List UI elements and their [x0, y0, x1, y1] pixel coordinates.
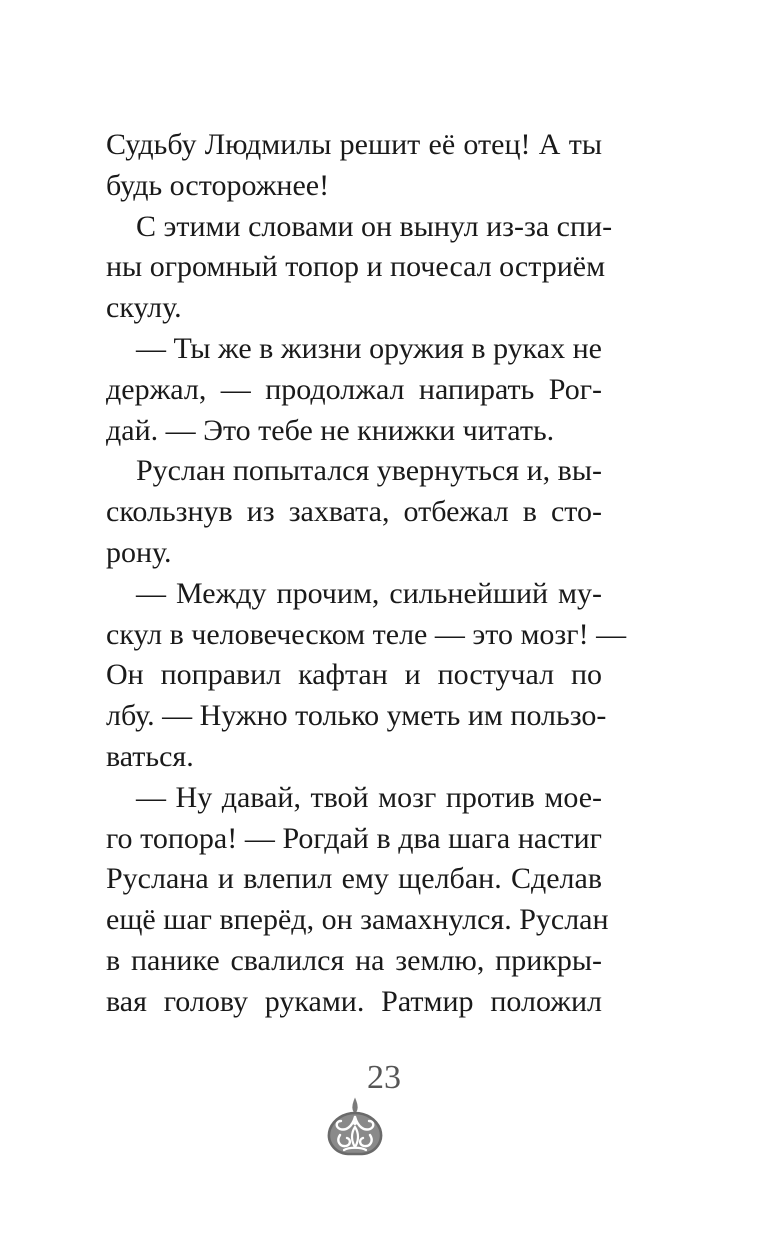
text-line: в панике свалился на землю, прикры-	[106, 943, 602, 977]
text-line: ваться.	[106, 739, 194, 773]
text-line: будь осторожнее!	[106, 168, 330, 202]
text-line: С этими словами он вынул из-за спи-	[136, 209, 613, 243]
text-line: лбу. — Нужно только уметь им пользо-	[106, 699, 607, 733]
text-line: — Между прочим, сильнейший му-	[136, 576, 602, 610]
text-line: рону.	[106, 535, 172, 569]
text-line: скользнув из захвата, отбежал в сто-	[106, 495, 602, 529]
text-line: го топора! — Рогдай в два шага настиг	[106, 821, 602, 855]
text-line: ны огромный топор и почесал остриём	[106, 250, 606, 284]
text-line: — Ну давай, твой мозг против мое-	[136, 780, 602, 814]
page-number: 23	[367, 1059, 401, 1096]
text-line: Он поправил кафтан и постучал по	[106, 658, 602, 692]
text-line: Судьбу Людмилы решит её отец! А ты	[106, 128, 602, 161]
text-line: — Ты же в жизни оружия в руках не	[136, 331, 602, 365]
text-line: скул в человеческом теле — это мозг! —	[106, 617, 627, 651]
floral-ornament-icon	[322, 1097, 388, 1159]
text-line: Руслан попытался увернуться и, вы-	[136, 454, 602, 488]
body-text	[106, 125, 627, 1023]
text-line: вая голову руками. Ратмир положил	[106, 984, 602, 1018]
text-line: ещё шаг вперёд, он замахнулся. Руслан	[106, 903, 609, 937]
text-line: дай. — Это тебе не книжки читать.	[106, 413, 555, 447]
text-line: скулу.	[106, 291, 182, 325]
text-line: держал, — продолжал напирать Рог-	[106, 372, 602, 406]
text-line: Руслана и влепил ему щелбан. Сделав	[106, 862, 602, 896]
